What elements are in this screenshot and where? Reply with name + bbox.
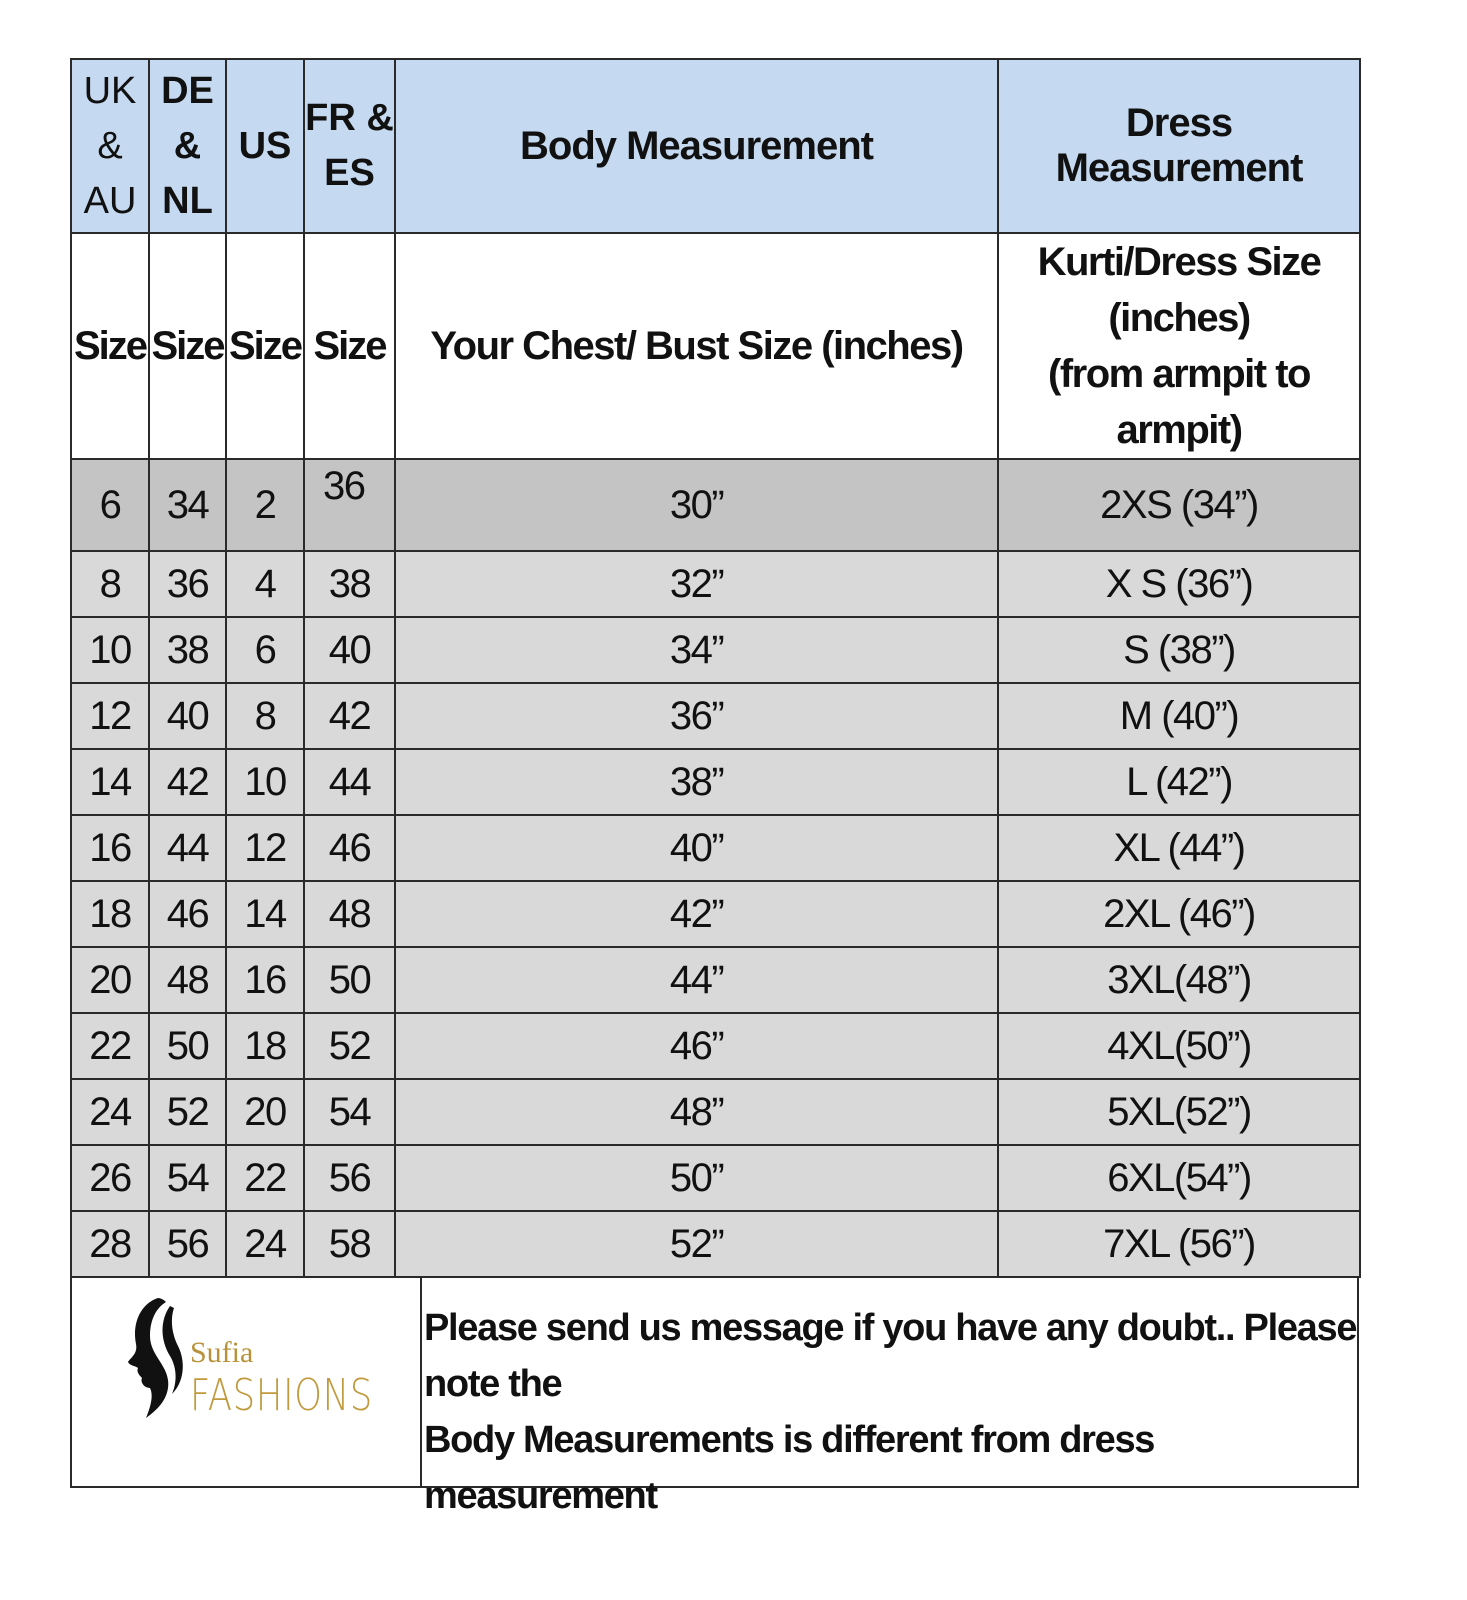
cell-uk-size: 20 [71, 947, 149, 1013]
table-row [71, 881, 1360, 947]
logo-fashions-text: FASHIONS [190, 1370, 374, 1421]
cell-de-size: 54 [149, 1145, 226, 1211]
cell-dress-size: 2XS (34”) [998, 459, 1360, 551]
table-row [71, 459, 1360, 551]
logo-sufia-text: Sufia [190, 1336, 254, 1369]
cell-us-size: 22 [226, 1145, 304, 1211]
table-row [71, 1013, 1360, 1079]
cell-de-size: 44 [149, 815, 226, 881]
footer-note [422, 1278, 1357, 1517]
cell-dress-size: 6XL(54”) [998, 1145, 1360, 1211]
table-row [71, 617, 1360, 683]
header-dress-measurement: Dress Measurement [998, 59, 1360, 233]
cell-bust-size: 34” [395, 617, 998, 683]
cell-de-size: 42 [149, 749, 226, 815]
cell-dress-size: 3XL(48”) [998, 947, 1360, 1013]
cell-fr-size: 48 [304, 881, 395, 947]
cell-de-size: 52 [149, 1079, 226, 1145]
cell-us-size: 16 [226, 947, 304, 1013]
cell-de-size: 34 [149, 459, 226, 551]
table-row [71, 683, 1360, 749]
subheader-dress-size [998, 233, 1360, 459]
footer [70, 1278, 1359, 1517]
subheader-size-uk: Size [71, 233, 149, 459]
table-row [71, 749, 1360, 815]
cell-de-size: 50 [149, 1013, 226, 1079]
cell-uk-size: 18 [71, 881, 149, 947]
cell-fr-size: 50 [304, 947, 395, 1013]
table-row [71, 1211, 1360, 1277]
header-de-nl: DE & NL [149, 59, 226, 233]
cell-bust-size: 42” [395, 881, 998, 947]
cell-uk-size: 24 [71, 1079, 149, 1145]
cell-bust-size: 48” [395, 1079, 998, 1145]
cell-us-size: 12 [226, 815, 304, 881]
cell-dress-size: 4XL(50”) [998, 1013, 1360, 1079]
cell-dress-size: S (38”) [998, 617, 1360, 683]
cell-fr-size: 36 [304, 459, 395, 551]
cell-dress-size: X S (36”) [998, 551, 1360, 617]
subheader-size-fr: Size [304, 233, 395, 459]
cell-uk-size: 16 [71, 815, 149, 881]
cell-uk-size: 10 [71, 617, 149, 683]
cell-bust-size: 36” [395, 683, 998, 749]
cell-fr-size: 56 [304, 1145, 395, 1211]
cell-de-size: 56 [149, 1211, 226, 1277]
cell-bust-size: 50” [395, 1145, 998, 1211]
cell-bust-size: 38” [395, 749, 998, 815]
table-row [71, 1079, 1360, 1145]
cell-bust-size: 40” [395, 815, 998, 881]
cell-us-size: 14 [226, 881, 304, 947]
cell-uk-size: 22 [71, 1013, 149, 1079]
cell-dress-size: M (40”) [998, 683, 1360, 749]
cell-de-size: 38 [149, 617, 226, 683]
cell-us-size: 20 [226, 1079, 304, 1145]
table-row [71, 551, 1360, 617]
header-uk-au: UK & AU [71, 59, 149, 233]
cell-fr-size: 54 [304, 1079, 395, 1145]
subheader-size-de: Size [149, 233, 226, 459]
cell-fr-size: 58 [304, 1211, 395, 1277]
cell-uk-size: 26 [71, 1145, 149, 1211]
size-chart [70, 58, 1359, 1517]
cell-bust-size: 44” [395, 947, 998, 1013]
cell-bust-size: 32” [395, 551, 998, 617]
cell-fr-size: 38 [304, 551, 395, 617]
subheader-size-us: Size [226, 233, 304, 459]
subheader-dress-line1: Kurti/Dress Size (inches) [1037, 240, 1321, 340]
footer-note-line1: Please send us message if you have any doubt.. Please note the [424, 1307, 1357, 1405]
cell-us-size: 4 [226, 551, 304, 617]
cell-de-size: 40 [149, 683, 226, 749]
table-row [71, 947, 1360, 1013]
size-rows [71, 459, 1360, 1277]
cell-dress-size: L (42”) [998, 749, 1360, 815]
logo [72, 1278, 422, 1486]
header-fr-es: FR & ES [304, 59, 395, 233]
subheader-row [71, 233, 1360, 459]
cell-uk-size: 28 [71, 1211, 149, 1277]
cell-fr-size: 44 [304, 749, 395, 815]
cell-bust-size: 30” [395, 459, 998, 551]
cell-bust-size: 46” [395, 1013, 998, 1079]
cell-dress-size: 5XL(52”) [998, 1079, 1360, 1145]
cell-us-size: 6 [226, 617, 304, 683]
cell-us-size: 10 [226, 749, 304, 815]
cell-de-size: 46 [149, 881, 226, 947]
footer-note-line2: Body Measurements is different from dress measurement [424, 1419, 1155, 1517]
cell-bust-size: 52” [395, 1211, 998, 1277]
cell-uk-size: 6 [71, 459, 149, 551]
cell-de-size: 36 [149, 551, 226, 617]
header-row [71, 59, 1360, 233]
cell-us-size: 18 [226, 1013, 304, 1079]
cell-fr-size: 42 [304, 683, 395, 749]
woman-silhouette-icon [120, 1296, 200, 1426]
cell-dress-size: 2XL (46”) [998, 881, 1360, 947]
cell-us-size: 2 [226, 459, 304, 551]
header-body-measurement: Body Measurement [395, 59, 998, 233]
cell-us-size: 24 [226, 1211, 304, 1277]
cell-us-size: 8 [226, 683, 304, 749]
table-row [71, 1145, 1360, 1211]
cell-dress-size: 7XL (56”) [998, 1211, 1360, 1277]
cell-fr-size: 40 [304, 617, 395, 683]
cell-fr-size: 52 [304, 1013, 395, 1079]
cell-uk-size: 12 [71, 683, 149, 749]
cell-dress-size: XL (44”) [998, 815, 1360, 881]
size-table [70, 58, 1361, 1278]
subheader-dress-line2: (from armpit to armpit) [1048, 352, 1310, 452]
cell-de-size: 48 [149, 947, 226, 1013]
table-row [71, 815, 1360, 881]
subheader-bust-size: Your Chest/ Bust Size (inches) [395, 233, 998, 459]
cell-fr-size: 46 [304, 815, 395, 881]
cell-uk-size: 8 [71, 551, 149, 617]
header-us: US [226, 59, 304, 233]
cell-uk-size: 14 [71, 749, 149, 815]
